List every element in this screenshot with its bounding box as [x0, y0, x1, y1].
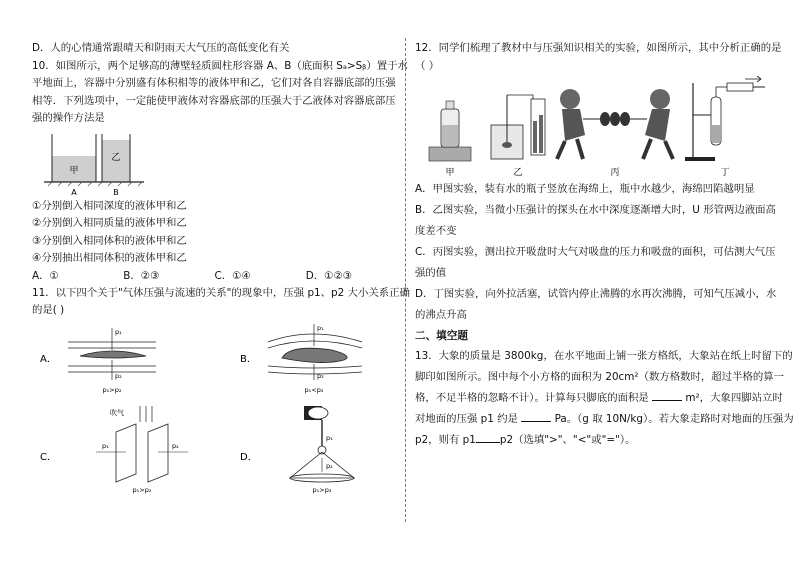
q13-text: 格，不足半格的忽略不计）。计算每只脚底的面积是 [415, 392, 649, 404]
q13-line: 脚印如图所示。图中每个小方格的面积为 20cm²（数方格数时，超过半格的算一 [415, 371, 785, 383]
q13-text: 对地面的压强 p1 约是 [415, 413, 518, 425]
p1-label: p₁ [326, 433, 333, 442]
q11-line: 的是( ) [32, 304, 65, 316]
airflow-diagrams [32, 320, 397, 495]
q10-items [32, 198, 397, 268]
q9-option-d: D．人的心情通常跟晴天和阴雨天大气压的高低变化有关 [32, 42, 290, 54]
suction-cup-pull [557, 89, 673, 159]
q13-text: m²，大象四脚站立时 [685, 392, 783, 404]
q10-line: 10．如图所示，两个足够高的薄壁轻质圆柱形容器 A、B（底面积 Sₐ>Sᵦ）置于水 [32, 59, 408, 72]
pressure-gauge [491, 95, 545, 159]
p2-label: p₂ [317, 371, 324, 380]
q12-line: 12．同学们梳理了教材中与压强知识相关的实验，如图所示，其中分析正确的是 [415, 42, 782, 54]
syringe-boiling [685, 76, 765, 161]
q11-label-c: C． [40, 451, 57, 463]
q13-text: Pa。（g 取 10N/kg）。若大象走路时对地面的压强为 [554, 413, 794, 425]
bottle-on-sponge [429, 101, 471, 161]
q11-stem [32, 285, 410, 320]
label-jia: 甲 [69, 165, 79, 176]
q10-option-a[interactable]: A．① [32, 269, 59, 282]
q13-line [415, 409, 794, 430]
q12-line: （ ） [415, 59, 440, 72]
funnel-ball-diagram [290, 406, 354, 494]
q12-option-d[interactable]: D．丁图实验，向外拉活塞，试管内停止沸腾的水再次沸腾，可知气压减小，水 [415, 288, 777, 300]
relation-label: p₁>p₂ [132, 485, 152, 494]
q11-label-a: A． [40, 353, 57, 365]
q12-option-c-cont: 强的值 [415, 267, 447, 279]
q10-line: 相等．下列选项中，一定能使甲液体对容器底部的压强大于乙液体对容器底部压 [32, 94, 396, 107]
q10-item: ④分别抽出相同体积的液体甲和乙 [32, 252, 187, 264]
q10-item: ②分别倒入相同质量的液体甲和乙 [32, 217, 187, 229]
column-divider [405, 38, 406, 522]
q11-label-d: D． [240, 451, 258, 463]
q13-line: 13．大象的质量是 3800kg，在水平地面上铺一张方格纸，大象站在纸上时留下的 [415, 350, 793, 362]
relation-label: p₁>p₂ [102, 385, 122, 394]
pressure-experiments [415, 75, 770, 179]
q10-item: ③分别倒入相同体积的液体甲和乙 [32, 234, 187, 247]
q12-option-c[interactable]: C．丙图实验，测出拉开吸盘时大气对吸盘的压力和吸盘的面积，可估测大气压 [415, 246, 776, 258]
q12-option-d-cont: 的沸点升高 [415, 309, 467, 321]
q12-options [415, 179, 777, 326]
compare-answer-blank[interactable] [476, 432, 500, 443]
q10-stem [32, 58, 408, 128]
p2-label: p₂ [172, 441, 179, 450]
paper-sheets-diagram [96, 406, 188, 494]
p1-label: p₁ [102, 441, 109, 450]
area-answer-blank[interactable] [652, 390, 682, 401]
blow-label: 吹气 [110, 408, 124, 417]
p2-label: p₂ [115, 371, 122, 380]
wing-a-diagram [68, 328, 156, 394]
q10-line: 平地面上，容器中分别盛有体积相等的液体甲和乙，它们对各自容器底部的压强 [32, 77, 396, 89]
q10-line: 强的操作方法是 [32, 112, 105, 124]
relation-label: p₁<p₂ [304, 385, 324, 394]
label-a: A [71, 187, 77, 197]
q12-option-b-cont: 度差不变 [415, 225, 457, 237]
label-b: B [113, 187, 119, 197]
q13 [415, 346, 794, 451]
q10-option-b[interactable]: B．②③ [123, 269, 160, 282]
relation-label: p₁>p₂ [312, 485, 332, 494]
q10-options [32, 268, 397, 285]
p1-label: p₁ [115, 327, 122, 336]
q10-option-d[interactable]: D．①②③ [305, 269, 353, 282]
containers-diagram [32, 128, 162, 198]
section-heading: 二、填空题 [415, 330, 468, 342]
q10-item: ①分别倒入相同深度的液体甲和乙 [32, 199, 187, 212]
q12-figure [415, 75, 770, 179]
q11-figure [32, 320, 397, 495]
label-yi: 乙 [513, 168, 523, 178]
label-ding: 丁 [720, 168, 730, 178]
right-column [415, 40, 794, 451]
q12-option-b[interactable]: B．乙图实验，当微小压强计的探头在水中深度逐渐增大时，U 形管两边液面高 [415, 204, 776, 216]
q10-figure [32, 128, 397, 198]
q13-line [415, 430, 770, 451]
q13-text: p2（选填">"、"<"或"="）。 [499, 434, 636, 446]
q11-label-b: B． [240, 353, 257, 365]
q11-line: 11．以下四个关于"气体压强与流速的关系"的现象中，压强 p1、p2 大小关系正确 [32, 286, 410, 299]
q10-option-c[interactable]: C．①④ [214, 269, 251, 282]
q12-option-a[interactable]: A．甲图实验，装有水的瓶子竖放在海绵上，瓶中水越少，海绵凹陷越明显 [415, 183, 755, 195]
wing-b-diagram [268, 324, 362, 394]
p1-label: p₁ [317, 323, 324, 332]
q13-line [415, 388, 783, 409]
left-column [32, 40, 410, 495]
label-yi: 乙 [111, 152, 121, 163]
pressure-answer-blank[interactable] [521, 411, 551, 422]
label-bing: 丙 [610, 168, 620, 178]
q13-text: p2，则有 p1 [415, 434, 476, 446]
p2-label: p₂ [326, 461, 333, 470]
label-jia: 甲 [445, 168, 455, 178]
